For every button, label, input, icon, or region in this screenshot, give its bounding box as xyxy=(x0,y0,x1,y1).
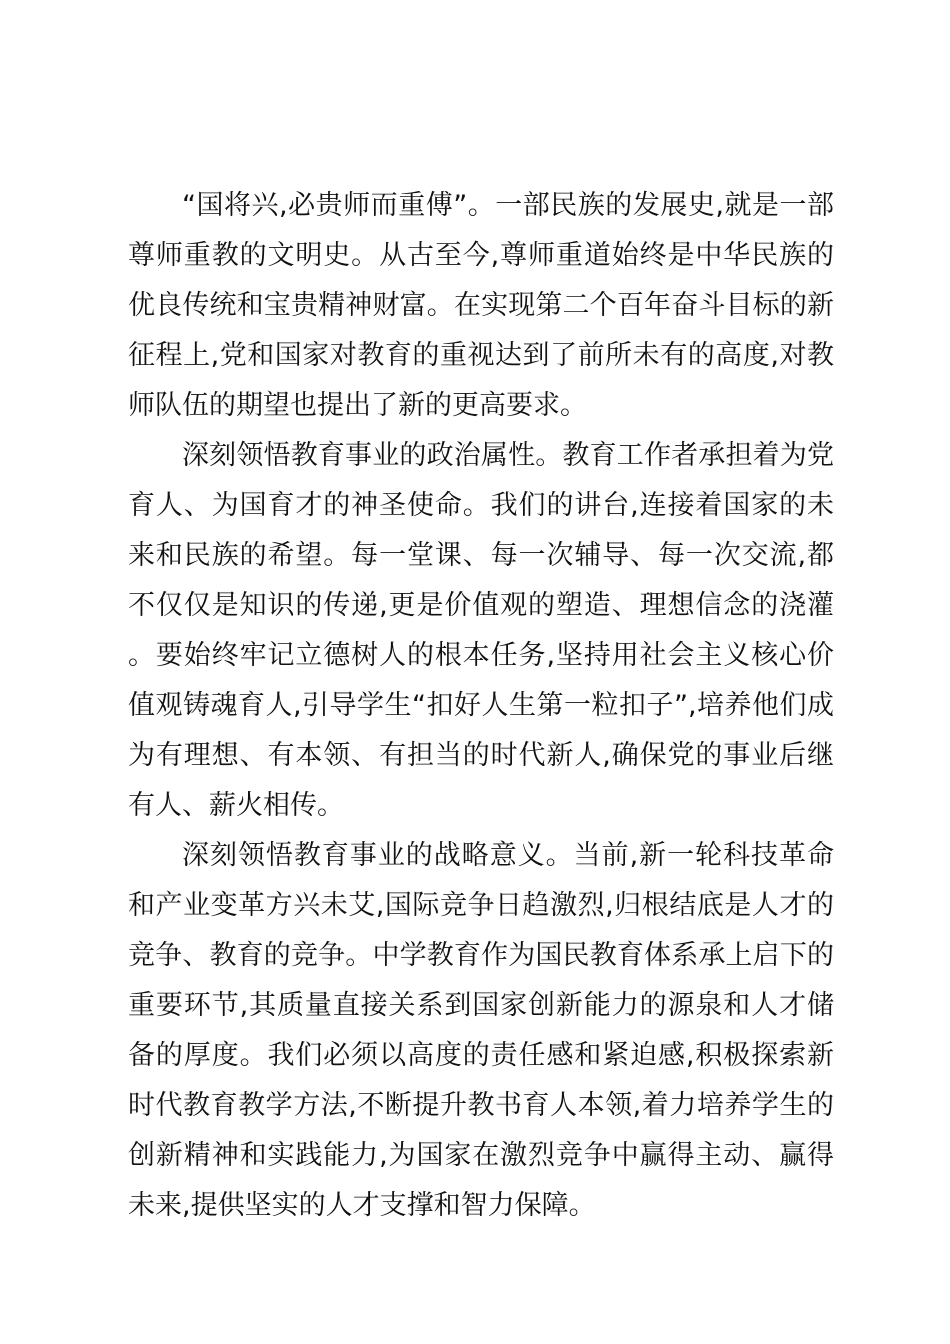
document-body xyxy=(128,181,834,1231)
paragraph-political: 深刻领悟教育事业的政治属性。教育工作者承担着为党育人、为国育才的神圣使命。我们的讲台,连接着国家的未来和民族的希望。每一堂课、每一次辅导、每一次交流,都不仅仅是知识的传递,更是价值观的塑造、理想信念的浇灌。要始终牢记立德树人的根本任务,坚持用社会主义核心价值观铸魂育人,引导学生“扣好人生第一粒扣子”,培养他们成为有理想、有本领、有担当的时代新人,确保党的事业后继有人、薪火相传。 xyxy=(128,440,834,821)
paragraph-intro: “国将兴,必贵师而重傅”。一部民族的发展史,就是一部尊师重教的文明史。从古至今,尊师重道始终是中华民族的优良传统和宝贵精神财富。在实现第二个百年奋斗目标的新征程上,党和国家对教育的重视达到了前所未有的高度,对教师队伍的期望也提出了新的更高要求。 xyxy=(128,190,834,421)
paragraph-strategic: 深刻领悟教育事业的战略意义。当前,新一轮科技革命和产业变革方兴未艾,国际竞争日趋激烈,归根结底是人才的竞争、教育的竞争。中学教育作为国民教育体系承上启下的重要环节,其质量直接关系到国家创新能力的源泉和人才储备的厚度。我们必须以高度的责任感和紧迫感,积极探索新时代教育教学方法,不断提升教书育人本领,着力培养学生的创新精神和实践能力,为国家在激烈竞争中赢得主动、赢得未来,提供坚实的人才支撑和智力保障。 xyxy=(128,840,834,1221)
